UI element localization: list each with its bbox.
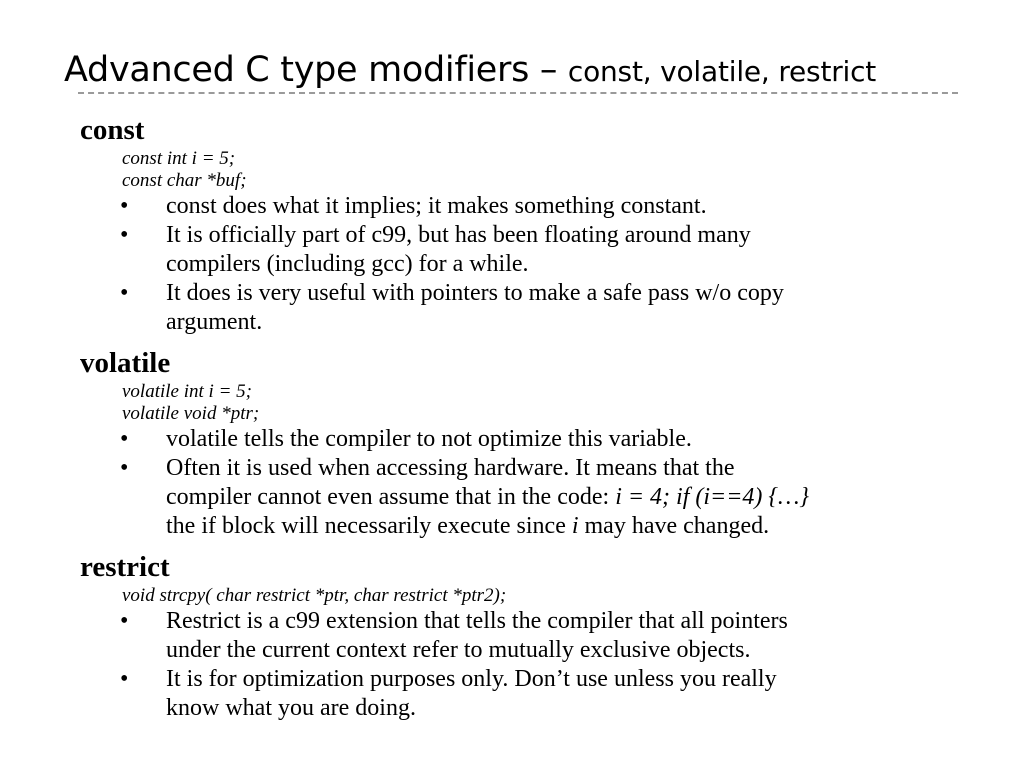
bullet-text-line: It is officially part of c99, but has been floating around many: [166, 222, 751, 248]
bullet-text: const does what it implies; it makes something constant.: [166, 193, 707, 219]
section-heading: const: [80, 114, 145, 146]
bullet-glyph: •: [120, 666, 129, 692]
section-heading: restrict: [80, 551, 170, 583]
bullet-text-line: Often it is used when accessing hardware. It means that the: [166, 455, 735, 481]
inline-variable: i: [571, 513, 579, 539]
slide-title-sub: const, volatile, restrict: [567, 55, 877, 88]
section-heading: volatile: [80, 347, 171, 379]
bullet-item: [80, 425, 980, 454]
bullet-text-line: under the current context refer to mutually exclusive objects.: [166, 637, 751, 663]
bullet-text-line: It is for optimization purposes only. Don’t use unless you really: [166, 666, 777, 692]
bullet-glyph: •: [120, 193, 129, 219]
bullet-glyph: •: [120, 280, 129, 306]
code-line: volatile void *ptr;: [122, 403, 260, 424]
inline-code: i = 4; if (i==4) {…}: [615, 484, 809, 510]
title-divider: [78, 92, 958, 94]
section-const: [80, 112, 980, 337]
bullet-text-line: the if block will necessarily execute since: [166, 513, 572, 539]
bullet-text-line: compilers (including gcc) for a while.: [166, 251, 529, 277]
code-line: const int i = 5;: [122, 148, 236, 169]
bullet-item: [80, 665, 980, 723]
slide-content: [80, 112, 980, 723]
bullet-text-line: Restrict is a c99 extension that tells the compiler that all pointers: [166, 608, 788, 634]
bullet-item: [80, 454, 980, 541]
bullet-text-line: compiler cannot even assume that in the code:: [166, 484, 616, 510]
code-line: void strcpy( char restrict *ptr, char restrict *ptr2);: [122, 585, 507, 606]
bullet-glyph: •: [120, 222, 129, 248]
bullet-item: [80, 607, 980, 665]
bullet-glyph: •: [120, 455, 129, 481]
slide-title-main: Advanced C type modifiers –: [64, 50, 568, 90]
section-volatile: [80, 345, 980, 541]
bullet-list: [80, 607, 980, 723]
bullet-list: [80, 425, 980, 541]
bullet-text-line: know what you are doing.: [166, 695, 416, 721]
code-line: volatile int i = 5;: [122, 381, 252, 402]
bullet-text: volatile tells the compiler to not optimize this variable.: [166, 426, 692, 452]
bullet-text-line: It does is very useful with pointers to make a safe pass w/o copy: [166, 280, 784, 306]
bullet-item: [80, 192, 980, 221]
bullet-item: [80, 279, 980, 337]
section-restrict: [80, 549, 980, 723]
code-line: const char *buf;: [122, 170, 247, 191]
slide-title: [64, 48, 984, 94]
bullet-item: [80, 221, 980, 279]
bullet-text-line: argument.: [166, 309, 263, 335]
bullet-text-line: may have changed.: [578, 513, 770, 539]
bullet-list: [80, 192, 980, 337]
bullet-glyph: •: [120, 608, 129, 634]
bullet-glyph: •: [120, 426, 129, 452]
